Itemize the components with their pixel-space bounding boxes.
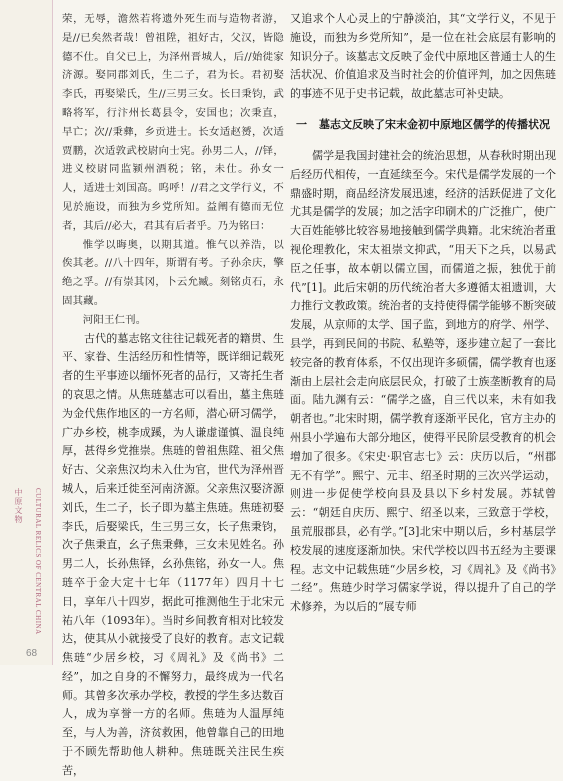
page-number: 68 (26, 648, 38, 659)
body-paragraph: 古代的墓志铭文往往记载死者的籍贯、生平、家眷、生活经历和性情等，既详细记载死者的生平事迹以缅怀死者的品行，又寄托生者的哀思之情。从焦琏墓志可以看出，墓主焦琏为金代焦作地区的一方名师，潜心研习儒学，广办乡校，桃李成蹊，为人谦虚谨慎、温良纯厚，甚得乡党推崇。焦琏的曾祖焦陞、祖父焦好古、父亲焦汉均未入仕为官，世代为泽州晋城人，后来迁徙至河南济源。父亲焦汉娶济源刘氏，生二子，长子即为墓主焦琏。焦琏初娶李氏，后娶梁氏，生三男三女，长子焦秉钧，次子焦秉直，幺子焦秉彝，三女未见姓名。孙男二人，长孙焦铎，幺孙焦铭，孙女一人。焦琏卒于金大定十七年（1177年）四月十七日，享年八十四岁，据此可推测他生于北宋元祐八年（1093年）。当时乡间教育相对比较发达，使其从小就接受了良好的教育。志文记载焦琏“少居乡校，习《周礼》及《尚书》二经”，加之自身的不懈努力，最终成为一代名师。其曾多次承办学校，教授的学生多达数百人，成为享誉一方的名师。焦琏为人温厚纯至，与人为善，济贫救困，他曾靠自己的田地于不顾先帮助他人耕种。焦琏既关注民生疾苦， (62, 331, 284, 777)
left-column (62, 10, 284, 777)
section-heading (290, 116, 556, 133)
margin-rule (52, 0, 53, 665)
journal-name-en: CULTURAL RELICS OF CENTRAL CHINA (34, 488, 42, 635)
continuation-paragraph: 又追求个人心灵上的宁静淡泊，其“文学行义，不见于施设，而独为乡党所知”，是一位在社会底层有影响的知识分子。该墓志文反映了金代中原地区普通士人的生活状况、价值追求及当时社会的价值评判，加之因焦琏的事迹不见于史书记载，故此墓志可补史缺。 (290, 12, 556, 101)
right-column (290, 10, 556, 660)
journal-title (12, 488, 48, 638)
journal-name-cn: 中原文物 (14, 488, 23, 524)
section-heading-number: 一 (296, 117, 307, 131)
section-heading-text: 墓志文反映了宋末金初中原地区儒学的传播状况 (319, 117, 550, 131)
epitaph-engraver: 河阳王仁刊。 (82, 313, 147, 326)
body-paragraph: 儒学是我国封建社会的统治思想，从春秋时期出现后经历代相传，一直延续至今。宋代是儒学发展的一个鼎盛时期，商品经济发展迅速，经济的活跃促进了文化尤其是儒学的发展；加之活字印刷术的广泛推广，使广大百姓能够比较容易地接触到儒学典籍。北宋统治者重视伦理教化，宋太祖崇文抑武，“用天下之兵，以易武臣之任事，故本朝以儒立国，而儒道之振，独优于前代”[1]。此后宋朝的历代统治者大多遵循太祖遗训，大力推行文教政策。统治者的支持使得儒学能够不断突破发展，从京师的太学、国子监，到地方的府学、州学、县学，再到民间的书院、私塾等，逐步建立起了一套比较完备的教育体系，不仅出现许多硕儒，儒学教育也逐渐由上层社会走向底层民众，打破了士族垄断教育的局面。陆九渊有云：“儒学之盛，自三代以来，未有如我朝者也。”北宋时期，儒学教育逐渐平民化，官方主办的州县小学遍布大部分地区，使得平民阶层受教育的机会增加了很多。《宋史·职官志七》云：庆历以后，“州郡无不有学”。熙宁、元丰、绍圣时期的三次兴学运动，则进一步促使学校向县及县以下乡村发展。苏轼曾云：“朝廷自庆历、熙宁、绍圣以来，三致意于学校，虽荒服郡县，必有学。”[3]北宋中期以后，乡村基层学校发展的速度逐渐加快。宋代学校以四书五经为主要课程。志文中记载焦琏“少居乡校，习《周礼》及《尚书》二经”。焦琏少时学习儒家学说，得以提升了自己的学术修养，为以后的“展专师 (290, 148, 556, 614)
epitaph-text: 荣，无辱，澹然若将遗外死生而与造物者游，是//已矣然者哉！曾祖陞，祖好古，父汉，皆隐德不仕。自父已上，为泽州晋城人，后//始徙家济源。娶同郡刘氏，生二子，君为长。君初娶李氏，再娶梁氏，生//三男三女。长曰秉钧，武略将军，行汴州长葛县令，安国也；次秉直，早亡；次//秉彝，乡贡进士。长女适赵赟，次适贾鹏，次适敦武校尉向士宪。孙男二人，//铎，进义校尉同监颍州酒税；铭，未仕。孙女一人，适进士刘国高。呜呼！//君之文学行义，不见於施设，而独为乡党所知。益阐有德而无位者，其后//必大，君其有后者乎。乃为铭曰： (62, 13, 284, 232)
epitaph-inscription: 惟学以晦奥，以期其道。惟气以养浩，以俟其老。//八十四年，斯谓有考。子孙余庆，擎绝之孚。//有崇其冈，卜云允臧。刻铭贞石，永固其藏。 (62, 238, 284, 307)
